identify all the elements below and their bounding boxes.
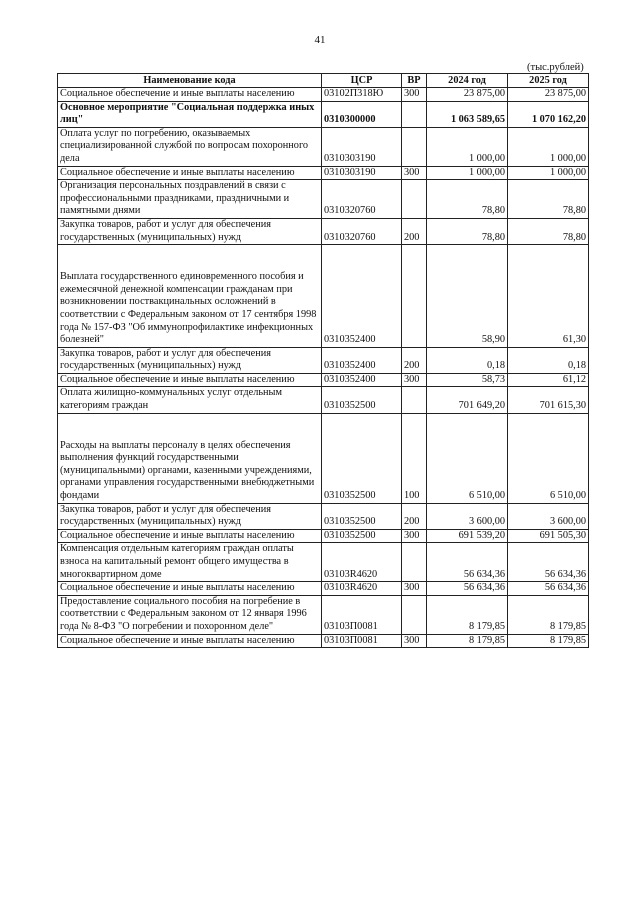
header-csr: ЦСР bbox=[322, 74, 402, 88]
header-name: Наименование кода bbox=[58, 74, 322, 88]
header-2025: 2025 год bbox=[508, 74, 589, 88]
row-2025-cell: 0,18 bbox=[508, 347, 589, 373]
header-2024: 2024 год bbox=[427, 74, 508, 88]
row-2024-cell: 701 649,20 bbox=[427, 387, 508, 413]
row-vr-cell: 300 bbox=[402, 373, 427, 387]
row-vr-cell bbox=[402, 543, 427, 582]
row-2024-cell: 1 063 589,65 bbox=[427, 101, 508, 127]
row-vr-cell: 200 bbox=[402, 503, 427, 529]
table-body bbox=[58, 88, 589, 648]
table-row bbox=[58, 245, 589, 348]
row-2024-cell: 58,73 bbox=[427, 373, 508, 387]
row-csr-cell: 0310352500 bbox=[322, 387, 402, 413]
row-2024-cell: 23 875,00 bbox=[427, 88, 508, 102]
row-2025-cell: 56 634,36 bbox=[508, 543, 589, 582]
row-2024-cell: 691 539,20 bbox=[427, 529, 508, 543]
units-note: (тыс.рублей) bbox=[527, 62, 584, 73]
budget-table bbox=[57, 73, 589, 648]
row-csr-cell: 0310320760 bbox=[322, 180, 402, 219]
row-2025-cell: 3 600,00 bbox=[508, 503, 589, 529]
row-vr-cell bbox=[402, 101, 427, 127]
row-csr-cell: 0310300000 bbox=[322, 101, 402, 127]
row-2025-cell: 78,80 bbox=[508, 218, 589, 244]
table-row bbox=[58, 387, 589, 413]
row-2025-cell: 1 070 162,20 bbox=[508, 101, 589, 127]
row-name-cell: Социальное обеспечение и иные выплаты населению bbox=[58, 582, 322, 596]
table-row bbox=[58, 582, 589, 596]
row-vr-cell: 300 bbox=[402, 166, 427, 180]
row-2024-cell: 56 634,36 bbox=[427, 543, 508, 582]
row-csr-cell: 03102П318Ю bbox=[322, 88, 402, 102]
row-name-cell: Оплата услуг по погребению, оказываемых специализированной службой по вопросам похоронного дела bbox=[58, 127, 322, 166]
row-vr-cell: 100 bbox=[402, 413, 427, 503]
row-2025-cell: 61,30 bbox=[508, 245, 589, 348]
row-2025-cell: 23 875,00 bbox=[508, 88, 589, 102]
table-row bbox=[58, 166, 589, 180]
row-2024-cell: 1 000,00 bbox=[427, 166, 508, 180]
row-vr-cell bbox=[402, 127, 427, 166]
row-name-cell: Предоставление социального пособия на погребение в соответствии с Федеральным законом от 12 января 1996 года № 8-ФЗ "О погребении и похоронном деле" bbox=[58, 595, 322, 634]
row-name-cell: Выплата государственного единовременного пособия и ежемесячной денежной компенсации гражданам при возникновении поствакцинальных осложнений в соответствии с Федеральным законом от 17 сентября 1998 года № 157-ФЗ "Об иммунопрофилактике инфекционных болезней" bbox=[58, 245, 322, 348]
row-2025-cell: 8 179,85 bbox=[508, 634, 589, 648]
row-name-cell: Социальное обеспечение и иные выплаты населению bbox=[58, 88, 322, 102]
table-row bbox=[58, 180, 589, 219]
row-2025-cell: 691 505,30 bbox=[508, 529, 589, 543]
row-2024-cell: 1 000,00 bbox=[427, 127, 508, 166]
row-2025-cell: 8 179,85 bbox=[508, 595, 589, 634]
row-name-cell: Организация персональных поздравлений в связи с профессиональными праздниками, праздничными и памятными днями bbox=[58, 180, 322, 219]
row-vr-cell: 300 bbox=[402, 634, 427, 648]
row-2025-cell: 1 000,00 bbox=[508, 166, 589, 180]
table-row bbox=[58, 595, 589, 634]
row-name-cell: Социальное обеспечение и иные выплаты населению bbox=[58, 634, 322, 648]
table-row bbox=[58, 373, 589, 387]
row-name-cell: Социальное обеспечение и иные выплаты населению bbox=[58, 529, 322, 543]
row-csr-cell: 0310352400 bbox=[322, 245, 402, 348]
row-csr-cell: 0310352500 bbox=[322, 529, 402, 543]
table-row bbox=[58, 543, 589, 582]
table-row bbox=[58, 529, 589, 543]
row-vr-cell bbox=[402, 595, 427, 634]
row-csr-cell: 03103П0081 bbox=[322, 634, 402, 648]
row-name-cell: Социальное обеспечение и иные выплаты населению bbox=[58, 166, 322, 180]
row-csr-cell: 0310303190 bbox=[322, 166, 402, 180]
row-2024-cell: 8 179,85 bbox=[427, 634, 508, 648]
row-csr-cell: 03103П0081 bbox=[322, 595, 402, 634]
row-2024-cell: 0,18 bbox=[427, 347, 508, 373]
row-2024-cell: 8 179,85 bbox=[427, 595, 508, 634]
row-name-cell: Расходы на выплаты персоналу в целях обеспечения выполнения функций государственными (муниципальными) органами, казенными учреждениями, органами управления государственными внебюджетными фондами bbox=[58, 413, 322, 503]
table-header-row bbox=[58, 74, 589, 88]
row-csr-cell: 0310352400 bbox=[322, 373, 402, 387]
row-vr-cell bbox=[402, 245, 427, 348]
row-name-cell: Оплата жилищно-коммунальных услуг отдельным категориям граждан bbox=[58, 387, 322, 413]
table-row bbox=[58, 101, 589, 127]
row-2024-cell: 78,80 bbox=[427, 180, 508, 219]
table-row bbox=[58, 127, 589, 166]
row-2024-cell: 6 510,00 bbox=[427, 413, 508, 503]
row-2025-cell: 6 510,00 bbox=[508, 413, 589, 503]
row-2025-cell: 78,80 bbox=[508, 180, 589, 219]
row-2025-cell: 701 615,30 bbox=[508, 387, 589, 413]
table-row bbox=[58, 88, 589, 102]
header-vr: ВР bbox=[402, 74, 427, 88]
table-row bbox=[58, 413, 589, 503]
row-name-cell: Закупка товаров, работ и услуг для обеспечения государственных (муниципальных) нужд bbox=[58, 503, 322, 529]
row-2024-cell: 56 634,36 bbox=[427, 582, 508, 596]
row-vr-cell: 200 bbox=[402, 218, 427, 244]
row-2024-cell: 58,90 bbox=[427, 245, 508, 348]
row-vr-cell: 300 bbox=[402, 88, 427, 102]
row-csr-cell: 03103R4620 bbox=[322, 543, 402, 582]
table-row bbox=[58, 634, 589, 648]
row-vr-cell bbox=[402, 180, 427, 219]
row-vr-cell: 200 bbox=[402, 347, 427, 373]
row-2025-cell: 1 000,00 bbox=[508, 127, 589, 166]
row-name-cell: Закупка товаров, работ и услуг для обеспечения государственных (муниципальных) нужд bbox=[58, 347, 322, 373]
page-number: 41 bbox=[314, 34, 326, 46]
row-name-cell: Основное мероприятие "Социальная поддержка иных лиц" bbox=[58, 101, 322, 127]
row-csr-cell: 0310352500 bbox=[322, 413, 402, 503]
row-csr-cell: 0310352400 bbox=[322, 347, 402, 373]
row-vr-cell: 300 bbox=[402, 529, 427, 543]
row-name-cell: Компенсация отдельным категориям граждан оплаты взноса на капитальный ремонт общего имущества в многоквартирном доме bbox=[58, 543, 322, 582]
row-vr-cell bbox=[402, 387, 427, 413]
row-csr-cell: 0310320760 bbox=[322, 218, 402, 244]
row-name-cell: Закупка товаров, работ и услуг для обеспечения государственных (муниципальных) нужд bbox=[58, 218, 322, 244]
row-2025-cell: 56 634,36 bbox=[508, 582, 589, 596]
row-name-cell: Социальное обеспечение и иные выплаты населению bbox=[58, 373, 322, 387]
row-csr-cell: 0310352500 bbox=[322, 503, 402, 529]
row-2024-cell: 78,80 bbox=[427, 218, 508, 244]
row-2025-cell: 61,12 bbox=[508, 373, 589, 387]
row-vr-cell: 300 bbox=[402, 582, 427, 596]
row-2024-cell: 3 600,00 bbox=[427, 503, 508, 529]
row-csr-cell: 0310303190 bbox=[322, 127, 402, 166]
row-csr-cell: 03103R4620 bbox=[322, 582, 402, 596]
table-row bbox=[58, 347, 589, 373]
table-row bbox=[58, 503, 589, 529]
table-row bbox=[58, 218, 589, 244]
